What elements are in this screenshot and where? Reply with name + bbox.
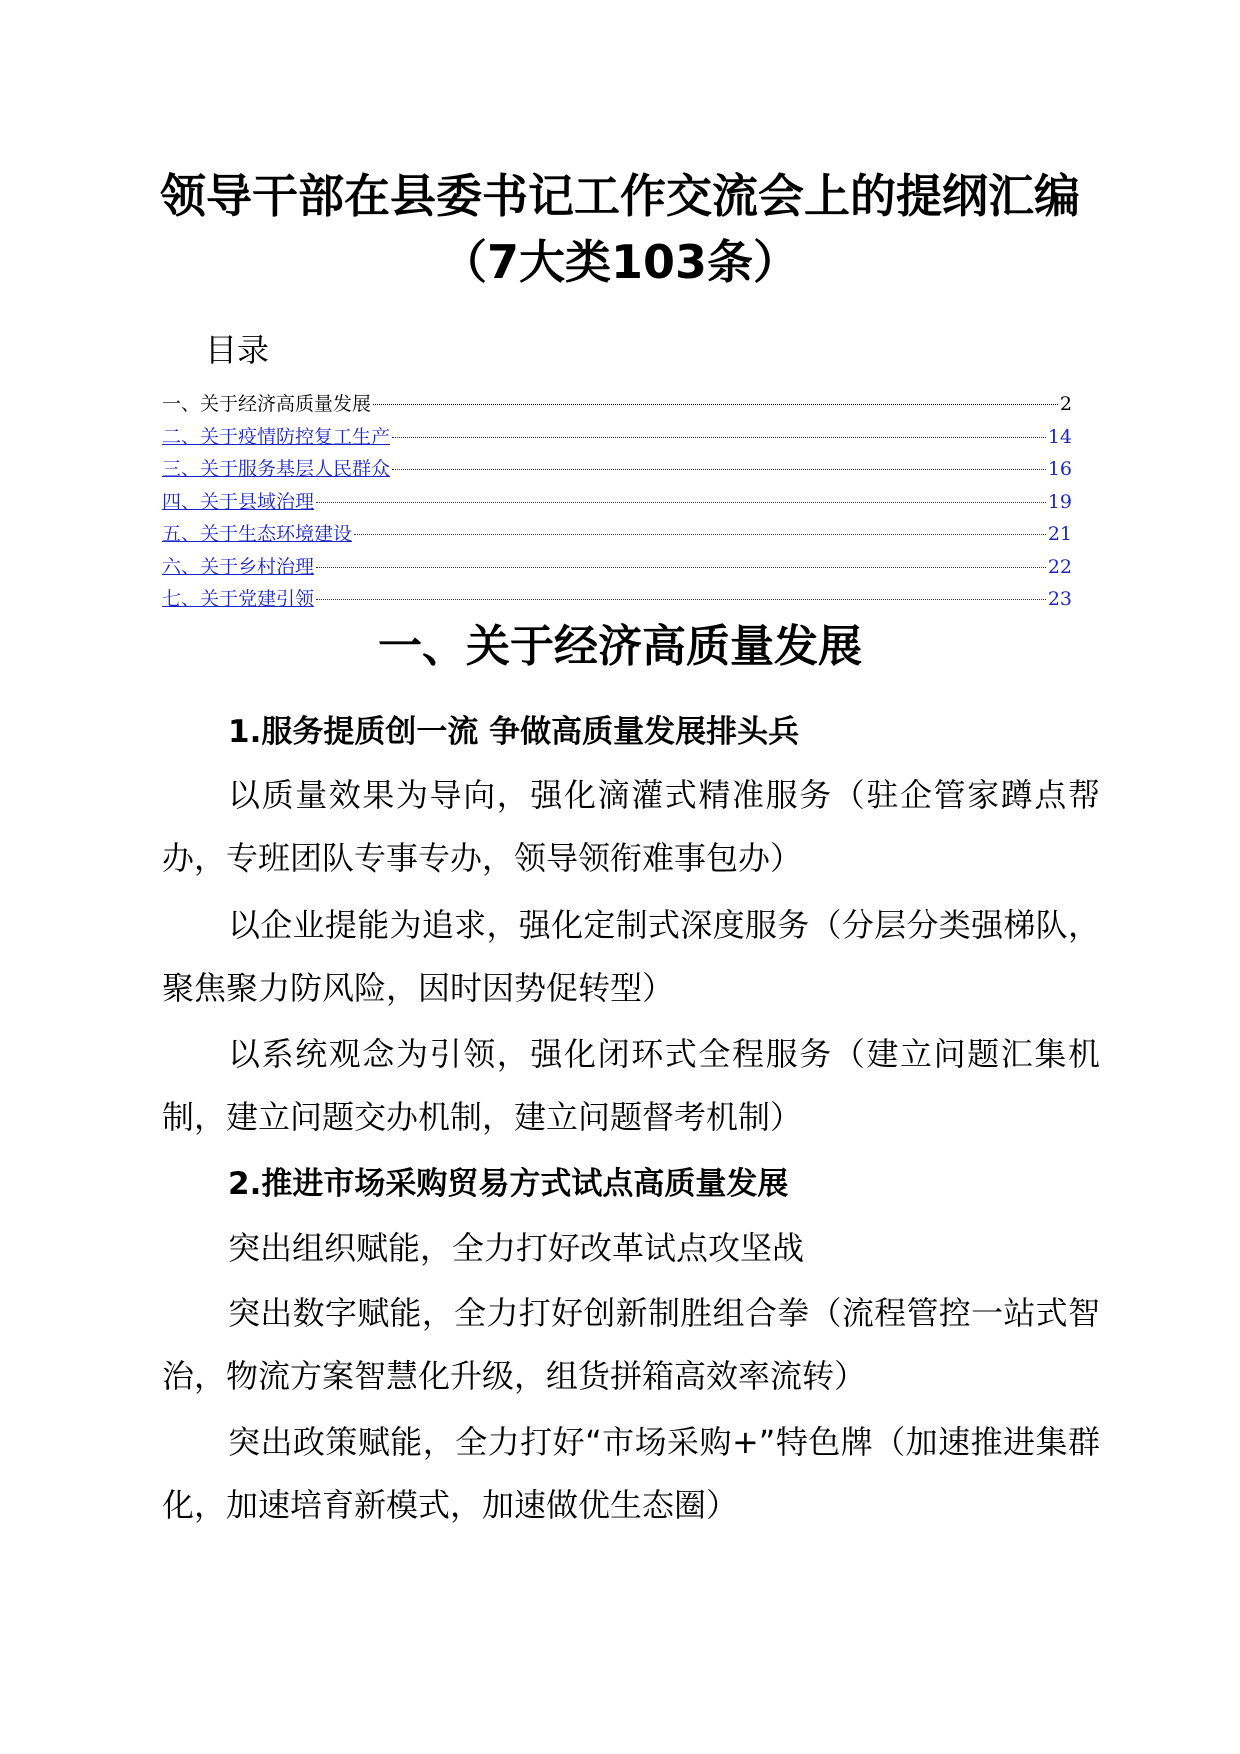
toc-entry-5[interactable]	[162, 518, 1072, 551]
toc-dot-leader	[316, 502, 1046, 503]
toc-entry-3[interactable]	[162, 453, 1072, 486]
subsection-title-2: 2.推进市场采购贸易方式试点高质量发展	[228, 1166, 789, 1202]
paragraph-1-2: 以企业提能为追求，强化定制式深度服务（分层分类强梯队，聚焦聚力防风险，因时因势促转型）	[162, 906, 1100, 1007]
subsection-title-1: 1.服务提质创一流 争做高质量发展排头兵	[228, 714, 800, 750]
toc-dot-leader	[354, 534, 1046, 535]
toc-entry-page: 2	[1059, 393, 1072, 415]
toc-entry-6[interactable]	[162, 551, 1072, 584]
toc-dot-leader	[316, 567, 1046, 568]
table-of-contents	[162, 388, 1072, 616]
paragraph-2-3: 突出政策赋能，全力打好“市场采购+”特色牌（加速推进集群化，加速培育新模式，加速做优生态圈）	[162, 1423, 1100, 1524]
toc-dot-leader	[316, 599, 1046, 600]
toc-entry-page: 21	[1047, 523, 1072, 545]
toc-entry-page: 22	[1047, 555, 1072, 578]
toc-heading: 目录	[205, 331, 270, 369]
document-title-line-2: （7大类103条）	[440, 235, 800, 289]
toc-dot-leader	[392, 469, 1046, 470]
toc-entry-label: 一、关于经济高质量发展	[162, 393, 372, 415]
toc-entry-page: 14	[1047, 425, 1072, 448]
toc-dot-leader	[373, 404, 1058, 405]
toc-entry-label: 四、关于县域治理	[162, 490, 315, 513]
toc-dot-leader	[392, 437, 1046, 438]
paragraph-1-3: 以系统观念为引领，强化闭环式全程服务（建立问题汇集机制，建立问题交办机制，建立问题督考机制）	[162, 1035, 1100, 1136]
toc-entry-page: 19	[1047, 490, 1072, 513]
toc-entry-page: 16	[1047, 458, 1072, 480]
toc-entry-2[interactable]	[162, 421, 1072, 454]
toc-entry-page: 23	[1047, 588, 1072, 610]
toc-entry-label: 五、关于生态环境建设	[162, 523, 353, 545]
toc-entry-label: 七、关于党建引领	[162, 588, 315, 610]
paragraph-2-1: 突出组织赋能，全力打好改革试点攻坚战	[228, 1229, 805, 1267]
toc-entry-label: 六、关于乡村治理	[162, 555, 315, 578]
toc-entry-1[interactable]	[162, 388, 1072, 421]
document-title-line-1: 领导干部在县委书记工作交流会上的提纲汇编	[160, 169, 1080, 223]
paragraph-1-1: 以质量效果为导向，强化滴灌式精准服务（驻企管家蹲点帮办，专班团队专事专办，领导领衔难事包办）	[162, 776, 1100, 877]
toc-entry-label: 三、关于服务基层人民群众	[162, 458, 391, 480]
section-heading: 一、关于经济高质量发展	[378, 621, 862, 672]
toc-entry-7[interactable]	[162, 583, 1072, 616]
toc-entry-label: 二、关于疫情防控复工生产	[162, 425, 391, 448]
toc-entry-4[interactable]	[162, 486, 1072, 519]
paragraph-2-2: 突出数字赋能，全力打好创新制胜组合拳（流程管控一站式智治，物流方案智慧化升级，组货拼箱高效率流转）	[162, 1294, 1100, 1395]
